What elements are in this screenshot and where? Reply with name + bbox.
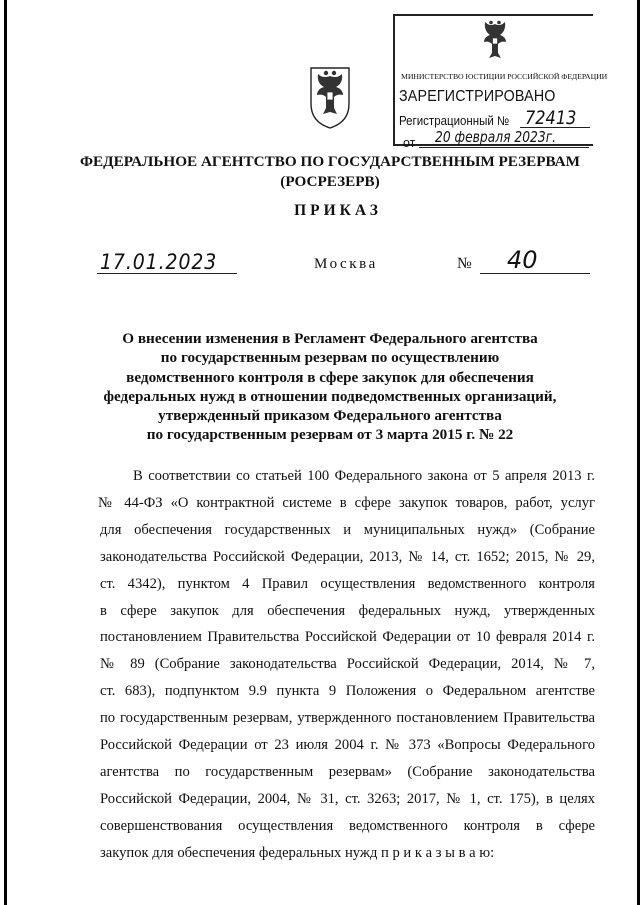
scan-edge-left [4,0,7,905]
subject-line: ведомственного контроля в сфере закупок для обеспечения [126,368,534,386]
body-line: ст. 4342), пунктом 4 Правил осуществления ведомственного контроля [100,575,595,592]
body-line: постановлением Правительства Российской Федерации от 10 февраля 2014 г. [100,629,595,646]
body-line: законодательства Российской Федерации, 2013, № 14, ст. 1652; 2015, № 29, [100,548,595,565]
document-type: ПРИКАЗ [294,202,382,219]
body-line: Российской Федерации, 2004, № 31, ст. 3263; 2017, № 1, ст. 175), в целях [100,790,595,807]
agency-short-name: (РОСРЕЗЕРВ) [280,173,380,190]
body-line: для обеспечения государственных и муниципальных нужд» (Собрание [100,521,595,538]
stamp-ministry-name: МИНИСТЕРСТВО ЮСТИЦИИ РОССИЙСКОЙ ФЕДЕРАЦИИ [401,72,608,81]
body-line: ст. 683), подпунктом 9.9 пункта 9 Положения о Федеральном агентстве [100,683,595,700]
agency-name [40,152,620,192]
agency-name-line: ФЕДЕРАЛЬНОЕ АГЕНТСТВО ПО ГОСУДАРСТВЕННЫМ РЕЗЕРВАМ [80,153,580,170]
stamp-registered: ЗАРЕГИСТРИРОВАНО [399,88,556,105]
body-line: агентства по государственным резервам» (Собрание законодательства [100,763,595,780]
stamp-emblem-icon [477,20,513,64]
order-number-value: 40 [507,246,538,274]
stamp-date-underline [419,147,589,148]
subject-line: утвержденный приказом Федерального агентства [158,407,502,425]
subject-line: федеральных нужд в отношении подведомственных организаций, [103,387,557,405]
subject-line: по государственным резервам по осуществлению [160,349,500,367]
body-line: в сфере закупок для обеспечения федеральных нужд, утвержденных [100,602,595,619]
stamp-reg-number-value: 72413 [525,107,577,129]
stamp-date-prefix: от [403,136,416,150]
registration-stamp [393,14,608,150]
body-line: закупок для обеспечения федеральных нужд п р и к а з ы в а ю: [100,844,495,861]
body-line: по государственным резервам, утвержденного постановлением Правительства [100,710,595,727]
body-line: совершенствования осуществления ведомственного контроля в сфере [100,817,595,834]
stamp-reg-number-label: Регистрационный № [399,114,510,128]
stamp-date-value: 20 февраля 2023г. [435,128,557,146]
order-number-underline [480,273,590,274]
subject-line: О внесении изменения в Регламент Федерального агентства [122,330,538,347]
order-subject [60,329,600,445]
body-line: В соответствии со статьей 100 Федерального закона от 5 апреля 2013 г. [133,468,595,484]
body-line: Российской Федерации от 23 июля 2004 г. № 373 «Вопросы Федерального [100,737,595,754]
body-line: № 89 (Собрание законодательства Российской Федерации, 2014, № 7, [100,656,595,673]
subject-line: по государственным резервам от 3 марта 2015 г. № 22 [146,426,514,444]
order-date: 17.01.2023 [100,250,218,274]
order-city: Москва [314,256,378,272]
order-body [100,463,595,867]
order-date-underline [97,273,237,274]
order-number-label: № [457,255,472,272]
body-line: № 44-ФЗ «О контрактной системе в сфере закупок товаров, работ, услуг [98,494,595,511]
coat-of-arms-icon [305,64,355,130]
